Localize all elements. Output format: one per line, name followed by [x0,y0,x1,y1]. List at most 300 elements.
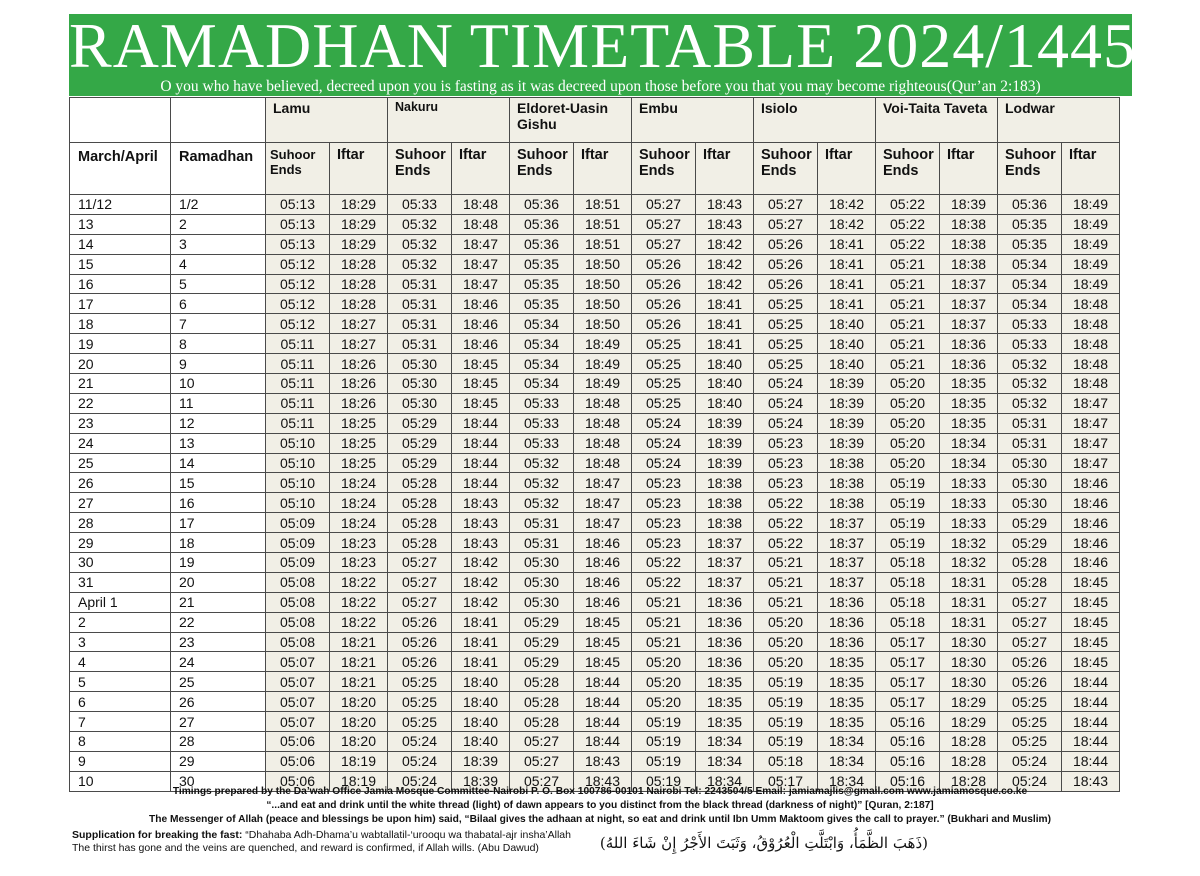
suhoor-time-cell: 05:21 [876,354,940,374]
suhoor-time-cell: 05:13 [266,234,330,254]
table-row [70,473,1120,493]
table-row [70,572,1120,592]
page-title: RAMADHAN TIMETABLE 2024/1445 [69,10,1136,81]
table-row [70,294,1120,314]
suhoor-time-cell: 05:26 [388,632,452,652]
iftar-time-cell: 18:39 [452,751,510,771]
date-cell: 14 [70,234,171,254]
iftar-time-cell: 18:45 [574,632,632,652]
suhoor-time-cell: 05:16 [876,732,940,752]
iftar-time-cell: 18:40 [818,314,876,334]
table-row [70,393,1120,413]
date-cell: 23 [70,413,171,433]
suhoor-time-cell: 05:07 [266,672,330,692]
iftar-time-cell: 18:44 [574,672,632,692]
iftar-time-cell: 18:39 [818,433,876,453]
suhoor-time-cell: 05:10 [266,453,330,473]
ramadhan-day-cell: 29 [171,751,266,771]
suhoor-time-cell: 05:27 [510,732,574,752]
ramadhan-day-cell: 23 [171,632,266,652]
suhoor-time-cell: 05:19 [632,751,696,771]
date-cell: 20 [70,354,171,374]
table-row [70,274,1120,294]
ramadhan-day-cell: 4 [171,254,266,274]
footer-prepared: Timings prepared by the Da’wah Office Jamia Mosque Committee-Nairobi P. O. Box 100786-00101 Nairobi Tel: 2243504/5 Email: jamiamajlis@gmail.com www.jamiamosque.co.ke [172,786,1028,797]
iftar-time-cell: 18:39 [818,374,876,394]
suhoor-time-cell: 05:07 [266,692,330,712]
iftar-time-cell: 18:49 [574,354,632,374]
iftar-time-cell: 18:51 [574,214,632,234]
iftar-time-cell: 18:34 [696,732,754,752]
ramadhan-day-cell: 13 [171,433,266,453]
iftar-time-cell: 18:48 [574,413,632,433]
suhoor-time-cell: 05:25 [754,354,818,374]
table-row [70,652,1120,672]
iftar-time-cell: 18:42 [696,274,754,294]
banner-quote: O you who have believed, decreed upon you is fasting as it was decreed upon those before you that you may become righteous(Qur’an 2:183) [160,78,1041,95]
iftar-time-cell: 18:50 [574,294,632,314]
date-header: March/April [70,143,171,195]
iftar-time-cell: 18:37 [696,572,754,592]
date-cell: 31 [70,572,171,592]
iftar-time-cell: 18:40 [696,393,754,413]
suhoor-header: Suhoor Ends [266,143,330,195]
supplication-line [72,829,571,841]
iftar-time-cell: 18:20 [330,712,388,732]
suhoor-time-cell: 05:32 [388,234,452,254]
suhoor-time-cell: 05:30 [510,553,574,573]
iftar-time-cell: 18:48 [452,195,510,215]
iftar-time-cell: 18:24 [330,513,388,533]
suhoor-time-cell: 05:19 [876,513,940,533]
iftar-time-cell: 18:34 [818,732,876,752]
date-cell: 19 [70,334,171,354]
date-cell: 5 [70,672,171,692]
date-cell: 22 [70,393,171,413]
suhoor-time-cell: 05:12 [266,294,330,314]
iftar-time-cell: 18:34 [696,771,754,791]
table-row [70,592,1120,612]
ramadhan-day-cell: 14 [171,453,266,473]
suhoor-time-cell: 05:08 [266,572,330,592]
iftar-time-cell: 18:25 [330,453,388,473]
table-row [70,672,1120,692]
iftar-time-cell: 18:39 [818,393,876,413]
suhoor-time-cell: 05:13 [266,214,330,234]
iftar-time-cell: 18:39 [818,413,876,433]
date-cell: 7 [70,712,171,732]
iftar-time-cell: 18:36 [818,632,876,652]
suhoor-time-cell: 05:30 [510,592,574,612]
iftar-time-cell: 18:43 [452,533,510,553]
suhoor-time-cell: 05:29 [388,413,452,433]
iftar-time-cell: 18:22 [330,592,388,612]
suhoor-time-cell: 05:20 [632,692,696,712]
iftar-time-cell: 18:28 [330,274,388,294]
ramadhan-day-cell: 3 [171,234,266,254]
iftar-time-cell: 18:38 [696,493,754,513]
suhoor-time-cell: 05:22 [632,553,696,573]
iftar-time-cell: 18:40 [452,732,510,752]
table-row [70,374,1120,394]
city-eldoret: Eldoret-Uasin Gishu [510,98,632,143]
suhoor-time-cell: 05:24 [998,771,1062,791]
iftar-time-cell: 18:22 [330,572,388,592]
suhoor-time-cell: 05:09 [266,533,330,553]
suhoor-time-cell: 05:23 [632,513,696,533]
iftar-time-cell: 18:51 [574,195,632,215]
ramadhan-day-cell: 7 [171,314,266,334]
suhoor-time-cell: 05:31 [510,533,574,553]
iftar-time-cell: 18:37 [940,274,998,294]
ramadhan-day-cell: 22 [171,612,266,632]
suhoor-time-cell: 05:20 [876,393,940,413]
suhoor-time-cell: 05:34 [510,334,574,354]
suhoor-time-cell: 05:29 [510,652,574,672]
iftar-time-cell: 18:44 [574,732,632,752]
suhoor-time-cell: 05:17 [876,632,940,652]
iftar-time-cell: 18:36 [818,592,876,612]
date-cell: 21 [70,374,171,394]
suhoor-time-cell: 05:26 [998,652,1062,672]
iftar-time-cell: 18:48 [1062,374,1120,394]
iftar-time-cell: 18:24 [330,493,388,513]
iftar-time-cell: 18:47 [574,473,632,493]
suhoor-time-cell: 05:27 [632,195,696,215]
footer-hadith: The Messenger of Allah (peace and blessings be upon him) said, “Bilaal gives the adhaan at night, so eat and drink until Ibn Umm Maktoom gives the call to prayer.” (Bukhari and Muslim) [149,814,1051,825]
suhoor-time-cell: 05:18 [876,592,940,612]
iftar-time-cell: 18:42 [696,254,754,274]
table-row [70,732,1120,752]
suhoor-time-cell: 05:21 [754,572,818,592]
iftar-time-cell: 18:46 [574,553,632,573]
date-cell: 9 [70,751,171,771]
iftar-time-cell: 18:41 [452,652,510,672]
iftar-time-cell: 18:27 [330,334,388,354]
iftar-time-cell: 18:35 [696,712,754,732]
iftar-time-cell: 18:36 [696,612,754,632]
ramadhan-day-cell: 5 [171,274,266,294]
suhoor-time-cell: 05:27 [388,553,452,573]
iftar-time-cell: 18:50 [574,254,632,274]
iftar-time-cell: 18:29 [330,214,388,234]
iftar-time-cell: 18:37 [818,533,876,553]
iftar-time-cell: 18:46 [1062,553,1120,573]
iftar-time-cell: 18:48 [1062,294,1120,314]
iftar-header: Iftar [330,143,388,195]
suhoor-time-cell: 05:36 [998,195,1062,215]
table-row [70,712,1120,732]
suhoor-time-cell: 05:20 [754,632,818,652]
suhoor-time-cell: 05:32 [388,254,452,274]
suhoor-time-cell: 05:12 [266,314,330,334]
suhoor-time-cell: 05:19 [754,692,818,712]
suhoor-time-cell: 05:26 [388,652,452,672]
table-row [70,692,1120,712]
suhoor-time-cell: 05:23 [754,433,818,453]
suhoor-time-cell: 05:28 [510,672,574,692]
suhoor-time-cell: 05:36 [510,234,574,254]
suhoor-time-cell: 05:31 [388,274,452,294]
iftar-time-cell: 18:37 [940,294,998,314]
ramadhan-day-cell: 18 [171,533,266,553]
arabic-supplication: (ذَهَبَ الظَّمَأُ، وَابْتَلَّتِ الْعُرُوْقُ، وَثَبَتَ الأَجْرُ إِنْ شَاءَ اللهُ) [599,834,928,852]
suhoor-time-cell: 05:29 [510,612,574,632]
suhoor-time-cell: 05:32 [510,493,574,513]
suhoor-time-cell: 05:28 [388,513,452,533]
iftar-time-cell: 18:47 [452,234,510,254]
iftar-header: Iftar [1062,143,1120,195]
suhoor-time-cell: 05:36 [510,214,574,234]
suhoor-time-cell: 05:19 [632,771,696,791]
iftar-time-cell: 18:28 [940,732,998,752]
iftar-time-cell: 18:36 [696,632,754,652]
suhoor-time-cell: 05:18 [876,612,940,632]
suhoor-time-cell: 05:34 [998,274,1062,294]
suhoor-time-cell: 05:31 [510,513,574,533]
suhoor-time-cell: 05:31 [998,433,1062,453]
suhoor-time-cell: 05:22 [754,513,818,533]
suhoor-time-cell: 05:25 [754,334,818,354]
iftar-time-cell: 18:44 [1062,692,1120,712]
blank-header-cell [70,98,171,143]
ramadhan-day-cell: 24 [171,652,266,672]
iftar-time-cell: 18:44 [452,453,510,473]
iftar-time-cell: 18:48 [1062,314,1120,334]
suhoor-time-cell: 05:19 [632,712,696,732]
suhoor-time-cell: 05:26 [754,274,818,294]
suhoor-time-cell: 05:11 [266,374,330,394]
date-cell: 15 [70,254,171,274]
suhoor-time-cell: 05:27 [754,214,818,234]
iftar-header: Iftar [696,143,754,195]
suhoor-time-cell: 05:17 [876,672,940,692]
iftar-time-cell: 18:29 [330,234,388,254]
suhoor-time-cell: 05:09 [266,553,330,573]
suhoor-time-cell: 05:24 [754,393,818,413]
city-lodwar: Lodwar [998,98,1120,143]
suhoor-time-cell: 05:25 [998,692,1062,712]
suhoor-time-cell: 05:06 [266,771,330,791]
ramadhan-day-cell: 16 [171,493,266,513]
iftar-time-cell: 18:32 [940,553,998,573]
timetable [69,97,1120,792]
suhoor-time-cell: 05:11 [266,413,330,433]
suhoor-time-cell: 05:35 [510,254,574,274]
iftar-time-cell: 18:46 [574,533,632,553]
table-row [70,413,1120,433]
suhoor-time-cell: 05:20 [876,453,940,473]
suhoor-time-cell: 05:23 [754,473,818,493]
iftar-time-cell: 18:35 [818,692,876,712]
iftar-time-cell: 18:34 [940,453,998,473]
suhoor-time-cell: 05:18 [754,751,818,771]
ramadhan-day-cell: 17 [171,513,266,533]
iftar-time-cell: 18:33 [940,513,998,533]
iftar-time-cell: 18:43 [1062,771,1120,791]
suhoor-time-cell: 05:11 [266,393,330,413]
iftar-time-cell: 18:31 [940,612,998,632]
suhoor-time-cell: 05:33 [998,314,1062,334]
iftar-time-cell: 18:36 [818,612,876,632]
iftar-time-cell: 18:47 [574,513,632,533]
iftar-time-cell: 18:33 [940,493,998,513]
suhoor-time-cell: 05:30 [388,393,452,413]
iftar-time-cell: 18:38 [818,493,876,513]
suhoor-time-cell: 05:19 [632,732,696,752]
iftar-time-cell: 18:40 [696,374,754,394]
iftar-time-cell: 18:49 [574,374,632,394]
suhoor-time-cell: 05:35 [510,294,574,314]
iftar-time-cell: 18:37 [818,513,876,533]
city-embu: Embu [632,98,754,143]
suhoor-time-cell: 05:34 [510,314,574,334]
iftar-time-cell: 18:47 [452,254,510,274]
iftar-time-cell: 18:34 [940,433,998,453]
iftar-time-cell: 18:49 [1062,214,1120,234]
suhoor-time-cell: 05:06 [266,732,330,752]
iftar-time-cell: 18:35 [940,393,998,413]
suhoor-time-cell: 05:21 [876,294,940,314]
suhoor-time-cell: 05:13 [266,195,330,215]
footer-verse: “...and eat and drink until the white thread (light) of dawn appears to you distinct from the black thread (darkness of night)” [Quran, 2:187] [266,800,934,811]
suhoor-time-cell: 05:35 [998,214,1062,234]
date-cell: 27 [70,493,171,513]
suhoor-time-cell: 05:36 [510,195,574,215]
suhoor-time-cell: 05:24 [754,413,818,433]
iftar-time-cell: 18:44 [452,473,510,493]
iftar-time-cell: 18:28 [940,751,998,771]
suhoor-time-cell: 05:10 [266,493,330,513]
table-row [70,234,1120,254]
iftar-time-cell: 18:31 [940,592,998,612]
suhoor-time-cell: 05:32 [998,393,1062,413]
ramadhan-day-cell: 10 [171,374,266,394]
suhoor-time-cell: 05:23 [632,473,696,493]
iftar-time-cell: 18:39 [696,413,754,433]
date-cell: 11/12 [70,195,171,215]
iftar-time-cell: 18:45 [452,393,510,413]
iftar-time-cell: 18:48 [452,214,510,234]
date-cell: 18 [70,314,171,334]
iftar-time-cell: 18:42 [452,592,510,612]
iftar-time-cell: 18:37 [940,314,998,334]
iftar-time-cell: 18:48 [574,433,632,453]
suhoor-time-cell: 05:32 [388,214,452,234]
iftar-time-cell: 18:25 [330,433,388,453]
table-row [70,195,1120,215]
suhoor-time-cell: 05:33 [510,433,574,453]
table-row [70,354,1120,374]
iftar-time-cell: 18:45 [574,652,632,672]
iftar-time-cell: 18:38 [940,214,998,234]
iftar-time-cell: 18:26 [330,393,388,413]
iftar-time-cell: 18:42 [452,553,510,573]
suhoor-time-cell: 05:25 [632,334,696,354]
iftar-time-cell: 18:30 [940,632,998,652]
ramadhan-day-cell: 6 [171,294,266,314]
date-cell: 25 [70,453,171,473]
iftar-time-cell: 18:28 [330,254,388,274]
iftar-time-cell: 18:20 [330,692,388,712]
suhoor-time-cell: 05:28 [510,692,574,712]
iftar-time-cell: 18:46 [452,294,510,314]
date-cell: April 1 [70,592,171,612]
suhoor-time-cell: 05:24 [632,413,696,433]
ramadhan-day-cell: 30 [171,771,266,791]
iftar-time-cell: 18:30 [940,652,998,672]
iftar-time-cell: 18:48 [574,453,632,473]
iftar-time-cell: 18:41 [696,314,754,334]
iftar-time-cell: 18:27 [330,314,388,334]
iftar-time-cell: 18:38 [696,473,754,493]
date-cell: 17 [70,294,171,314]
suhoor-time-cell: 05:34 [998,254,1062,274]
iftar-time-cell: 18:46 [1062,513,1120,533]
iftar-time-cell: 18:46 [452,314,510,334]
iftar-time-cell: 18:46 [574,572,632,592]
iftar-time-cell: 18:19 [330,751,388,771]
suhoor-time-cell: 05:27 [632,234,696,254]
suhoor-time-cell: 05:24 [388,732,452,752]
suhoor-time-cell: 05:26 [632,274,696,294]
suhoor-time-cell: 05:08 [266,612,330,632]
table-row [70,214,1120,234]
suhoor-time-cell: 05:21 [876,254,940,274]
suhoor-header: Suhoor Ends [388,143,452,195]
suhoor-time-cell: 05:27 [998,592,1062,612]
suhoor-header: Suhoor Ends [998,143,1062,195]
suhoor-time-cell: 05:30 [388,374,452,394]
suhoor-time-cell: 05:25 [754,294,818,314]
suhoor-time-cell: 05:28 [388,533,452,553]
iftar-time-cell: 18:38 [696,513,754,533]
iftar-time-cell: 18:44 [452,433,510,453]
iftar-time-cell: 18:36 [940,334,998,354]
iftar-header: Iftar [452,143,510,195]
suhoor-time-cell: 05:29 [998,513,1062,533]
iftar-time-cell: 18:47 [1062,453,1120,473]
iftar-time-cell: 18:43 [574,751,632,771]
blank-header-cell [171,98,266,143]
iftar-time-cell: 18:26 [330,374,388,394]
table-row [70,513,1120,533]
iftar-time-cell: 18:41 [452,612,510,632]
iftar-time-cell: 18:41 [696,334,754,354]
suhoor-time-cell: 05:20 [632,652,696,672]
iftar-time-cell: 18:46 [1062,533,1120,553]
suhoor-header: Suhoor Ends [754,143,818,195]
suhoor-time-cell: 05:27 [998,632,1062,652]
iftar-time-cell: 18:45 [1062,632,1120,652]
suhoor-time-cell: 05:35 [998,234,1062,254]
suhoor-time-cell: 05:26 [754,234,818,254]
iftar-time-cell: 18:35 [818,652,876,672]
suhoor-time-cell: 05:22 [754,493,818,513]
date-cell: 4 [70,652,171,672]
suhoor-time-cell: 05:21 [754,592,818,612]
date-cell: 3 [70,632,171,652]
suhoor-time-cell: 05:21 [876,274,940,294]
table-row [70,612,1120,632]
suhoor-time-cell: 05:18 [876,572,940,592]
suhoor-time-cell: 05:34 [510,374,574,394]
suhoor-time-cell: 05:17 [754,771,818,791]
table-row [70,493,1120,513]
iftar-time-cell: 18:44 [1062,732,1120,752]
ramadhan-day-cell: 27 [171,712,266,732]
suhoor-time-cell: 05:10 [266,473,330,493]
